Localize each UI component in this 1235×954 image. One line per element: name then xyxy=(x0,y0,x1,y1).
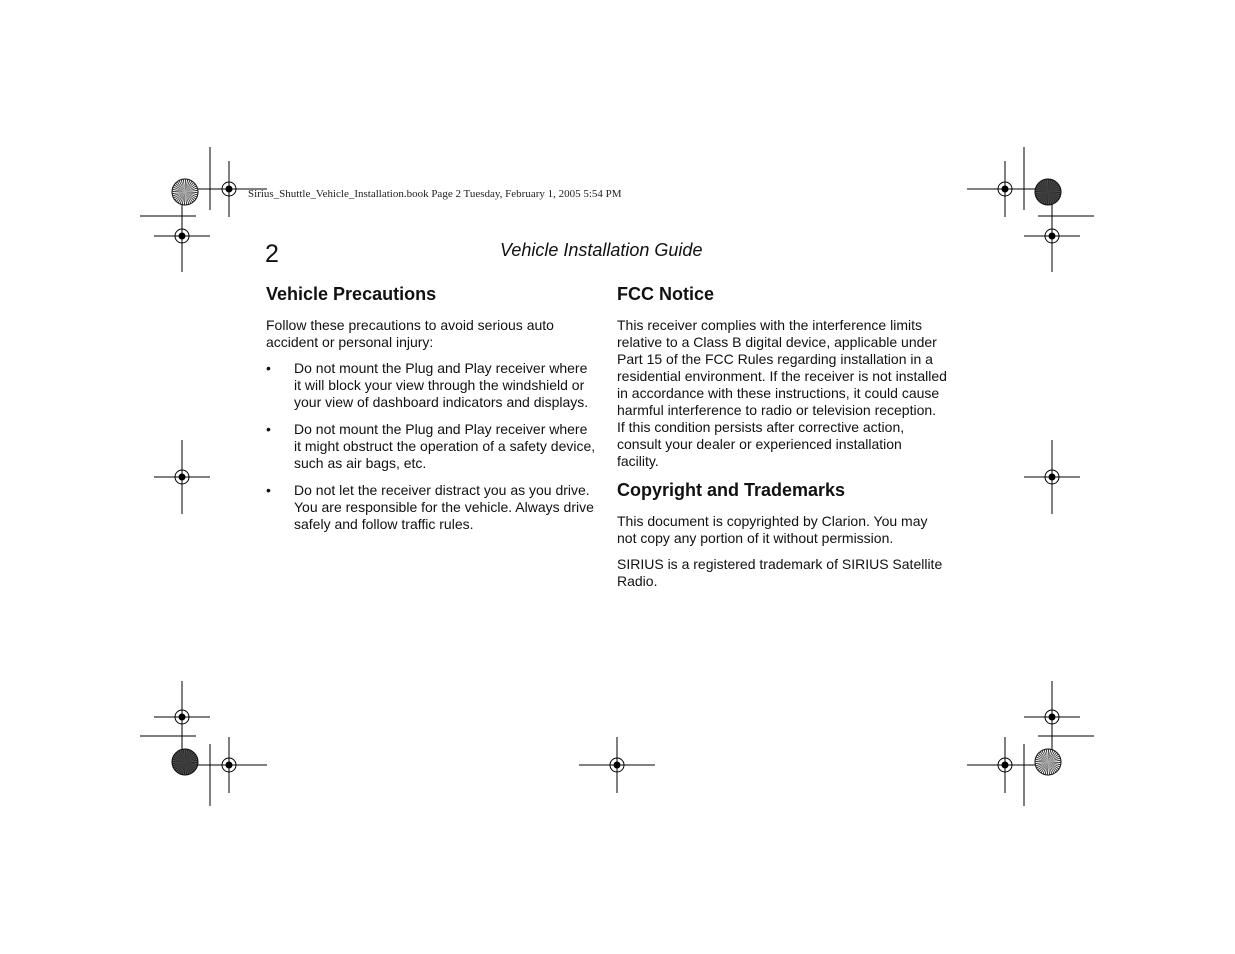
registration-mark xyxy=(154,681,210,753)
trademark-paragraph: SIRIUS is a registered trademark of SIRIUS Satellite Radio. xyxy=(617,556,943,589)
list-item-text: Do not mount the Plug and Play receiver where it might obstruct the operation of a safety device, such as air bags, etc. xyxy=(294,421,596,471)
vehicle-precautions-heading: Vehicle Precautions xyxy=(266,284,437,304)
registration-mark xyxy=(1024,200,1080,272)
copyright-heading: Copyright and Trademarks xyxy=(617,480,846,500)
fcc-notice-body: This receiver complies with the interference limits relative to a Class B digital device, applicable under Part 15 of the FCC Rules regarding installation in a residential environment. If the receiver is not installed in accordance with these instructions, it could cause harmful interference to radio or television reception. If this condition persists after corrective action, consult your dealer or experienced installation facility. xyxy=(617,317,947,469)
starburst-target xyxy=(172,749,198,775)
list-item xyxy=(266,360,596,411)
starburst-target xyxy=(172,179,198,205)
list-item-text: Do not mount the Plug and Play receiver where it will block your view through the windshield or your view of dashboard indicators and displays. xyxy=(294,360,589,410)
registration-mark xyxy=(191,737,267,793)
starburst-target xyxy=(1035,749,1061,775)
starburst-target xyxy=(1035,179,1061,205)
registration-mark xyxy=(967,737,1043,793)
registration-mark xyxy=(1024,440,1080,514)
list-item xyxy=(266,421,596,472)
bullet: • xyxy=(266,360,271,376)
registration-mark xyxy=(967,161,1043,217)
precautions-list xyxy=(266,360,596,533)
copyright-paragraph: This document is copyrighted by Clarion. You may not copy any portion of it without permission. xyxy=(617,513,928,546)
registration-mark xyxy=(154,440,210,514)
slug-line: Sirius_Shuttle_Vehicle_Installation.book Page 2 Tuesday, February 1, 2005 5:54 PM xyxy=(248,188,622,200)
registration-mark xyxy=(154,200,210,272)
left-column xyxy=(266,283,596,543)
page-number: 2 xyxy=(265,240,279,268)
list-item xyxy=(266,482,596,533)
bullet: • xyxy=(266,482,271,498)
running-header: Vehicle Installation Guide xyxy=(500,240,703,260)
precautions-intro: Follow these precautions to avoid serious auto accident or personal injury: xyxy=(266,317,554,350)
registration-mark xyxy=(579,737,655,793)
right-column xyxy=(617,283,947,599)
bullet: • xyxy=(266,421,271,437)
list-item-text: Do not let the receiver distract you as you drive. You are responsible for the vehicle. Always drive safely and follow traffic rules. xyxy=(294,482,594,532)
fcc-notice-heading: FCC Notice xyxy=(617,284,715,304)
registration-mark xyxy=(1024,681,1080,753)
